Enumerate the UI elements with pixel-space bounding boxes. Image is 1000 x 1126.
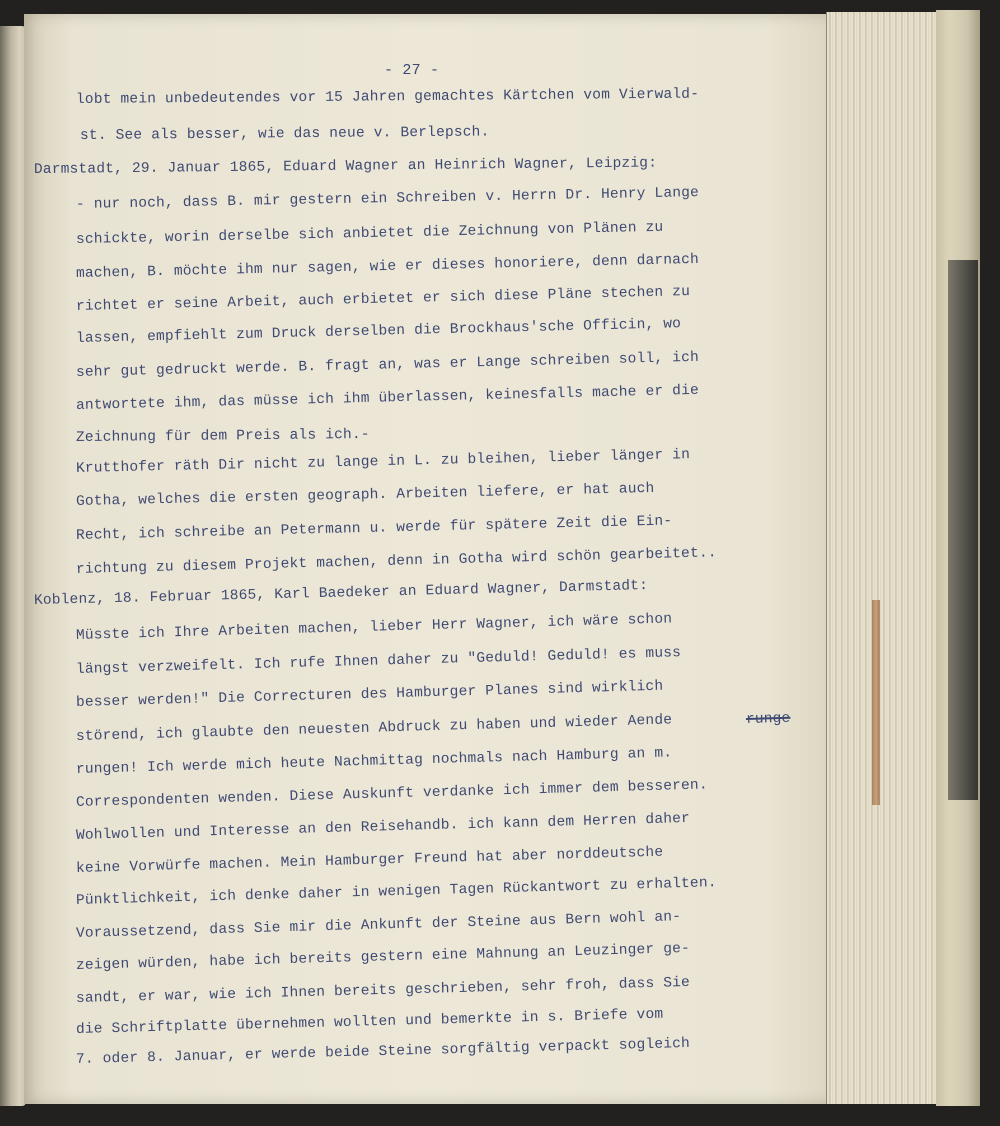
text-line: sandt, er war, wie ich Ihnen bereits geschrieben, sehr froh, dass Sie	[75, 974, 691, 1007]
text-line: richtet er seine Arbeit, auch erbietet er sich diese Pläne stechen zu	[75, 283, 691, 315]
text-line: die Schriftplatte übernehmen wollten und bemerkte in s. Briefe vom	[75, 1006, 664, 1038]
text-line: Gotha, welches die ersten geograph. Arbeiten liefere, er hat auch	[75, 480, 655, 510]
text-line: rungen! Ich werde mich heute Nachmittag nochmals nach Hamburg an m.	[75, 745, 673, 778]
entry-heading-line: Darmstadt, 29. Januar 1865, Eduard Wagner an Heinrich Wagner, Leipzig:	[33, 155, 658, 178]
text-line: richtung zu diesem Projekt machen, denn in Gotha wird schön gearbeitet..	[75, 545, 717, 578]
text-line: Recht, ich schreibe an Petermann u. werde für spätere Zeit die Ein-	[75, 513, 673, 544]
text-line: lobt mein unbedeutendes vor 15 Jahren gemachtes Kärtchen vom Vierwald-	[75, 86, 700, 108]
text-line: antwortete ihm, das müsse ich ihm überlassen, keinesfalls mache er die	[75, 382, 700, 414]
text-line: besser werden!" Die Correcturen des Hamburger Planes sind wirklich	[75, 678, 664, 711]
text-line: Voraussetzend, dass Sie mir die Ankunft der Steine aus Bern wohl an-	[75, 909, 682, 942]
text-line: - nur noch, dass B. mir gestern ein Schreiben v. Herrn Dr. Henry Lange	[75, 185, 700, 213]
text-line: 7. oder 8. Januar, er werde beide Steine sorgfältig verpackt sogleich	[75, 1035, 691, 1068]
page-number: - 27 -	[384, 62, 440, 79]
text-line: st. See als besser, wie das neue v. Berlepsch.	[79, 124, 490, 144]
text-line: längst verzweifelt. Ich rufe Ihnen daher zu "Geduld! Geduld! es muss	[75, 645, 682, 678]
text-line: Krutthofer räth Dir nicht zu lange in L. zu bleihen, lieber länger in	[75, 447, 691, 477]
text-line: Wohlwollen und Interesse an den Reisehandb. ich kann dem Herren daher	[75, 810, 691, 844]
text-line: keine Vorwürfe machen. Mein Hamburger Freund hat aber norddeutsche	[75, 844, 664, 877]
struck-word: runge	[745, 710, 791, 728]
text-line: Müsste ich Ihre Arbeiten machen, lieber Herr Wagner, ich wäre schon	[75, 611, 673, 644]
text-line: störend, ich glaubte den neuesten Abdruck zu haben und wieder Aende	[75, 712, 673, 745]
text-line: schickte, worin derselbe sich anbietet die Zeichnung von Plänen zu	[75, 219, 664, 248]
text-line: lassen, empfiehlt zum Druck derselben die Brockhaus'sche Officin, wo	[75, 316, 682, 347]
text-line: Pünktlichkeit, ich denke daher in wenigen Tagen Rückantwort zu erhalten.	[75, 875, 717, 909]
text-line: Correspondenten wenden. Diese Auskunft verdanke ich immer dem besseren.	[75, 777, 708, 811]
text-line: sehr gut gedruckt werde. B. fragt an, was er Lange schreiben soll, ich	[75, 349, 700, 381]
text-line: machen, B. möchte ihm nur sagen, wie er dieses honoriere, denn darnach	[75, 251, 700, 282]
text-line: zeigen würden, habe ich bereits gestern eine Mahnung an Leuzinger ge-	[75, 940, 691, 974]
entry-heading-line: Koblenz, 18. Februar 1865, Karl Baedeker an Eduard Wagner, Darmstadt:	[33, 577, 649, 609]
text-line: Zeichnung für dem Preis als ich.-	[75, 426, 370, 446]
